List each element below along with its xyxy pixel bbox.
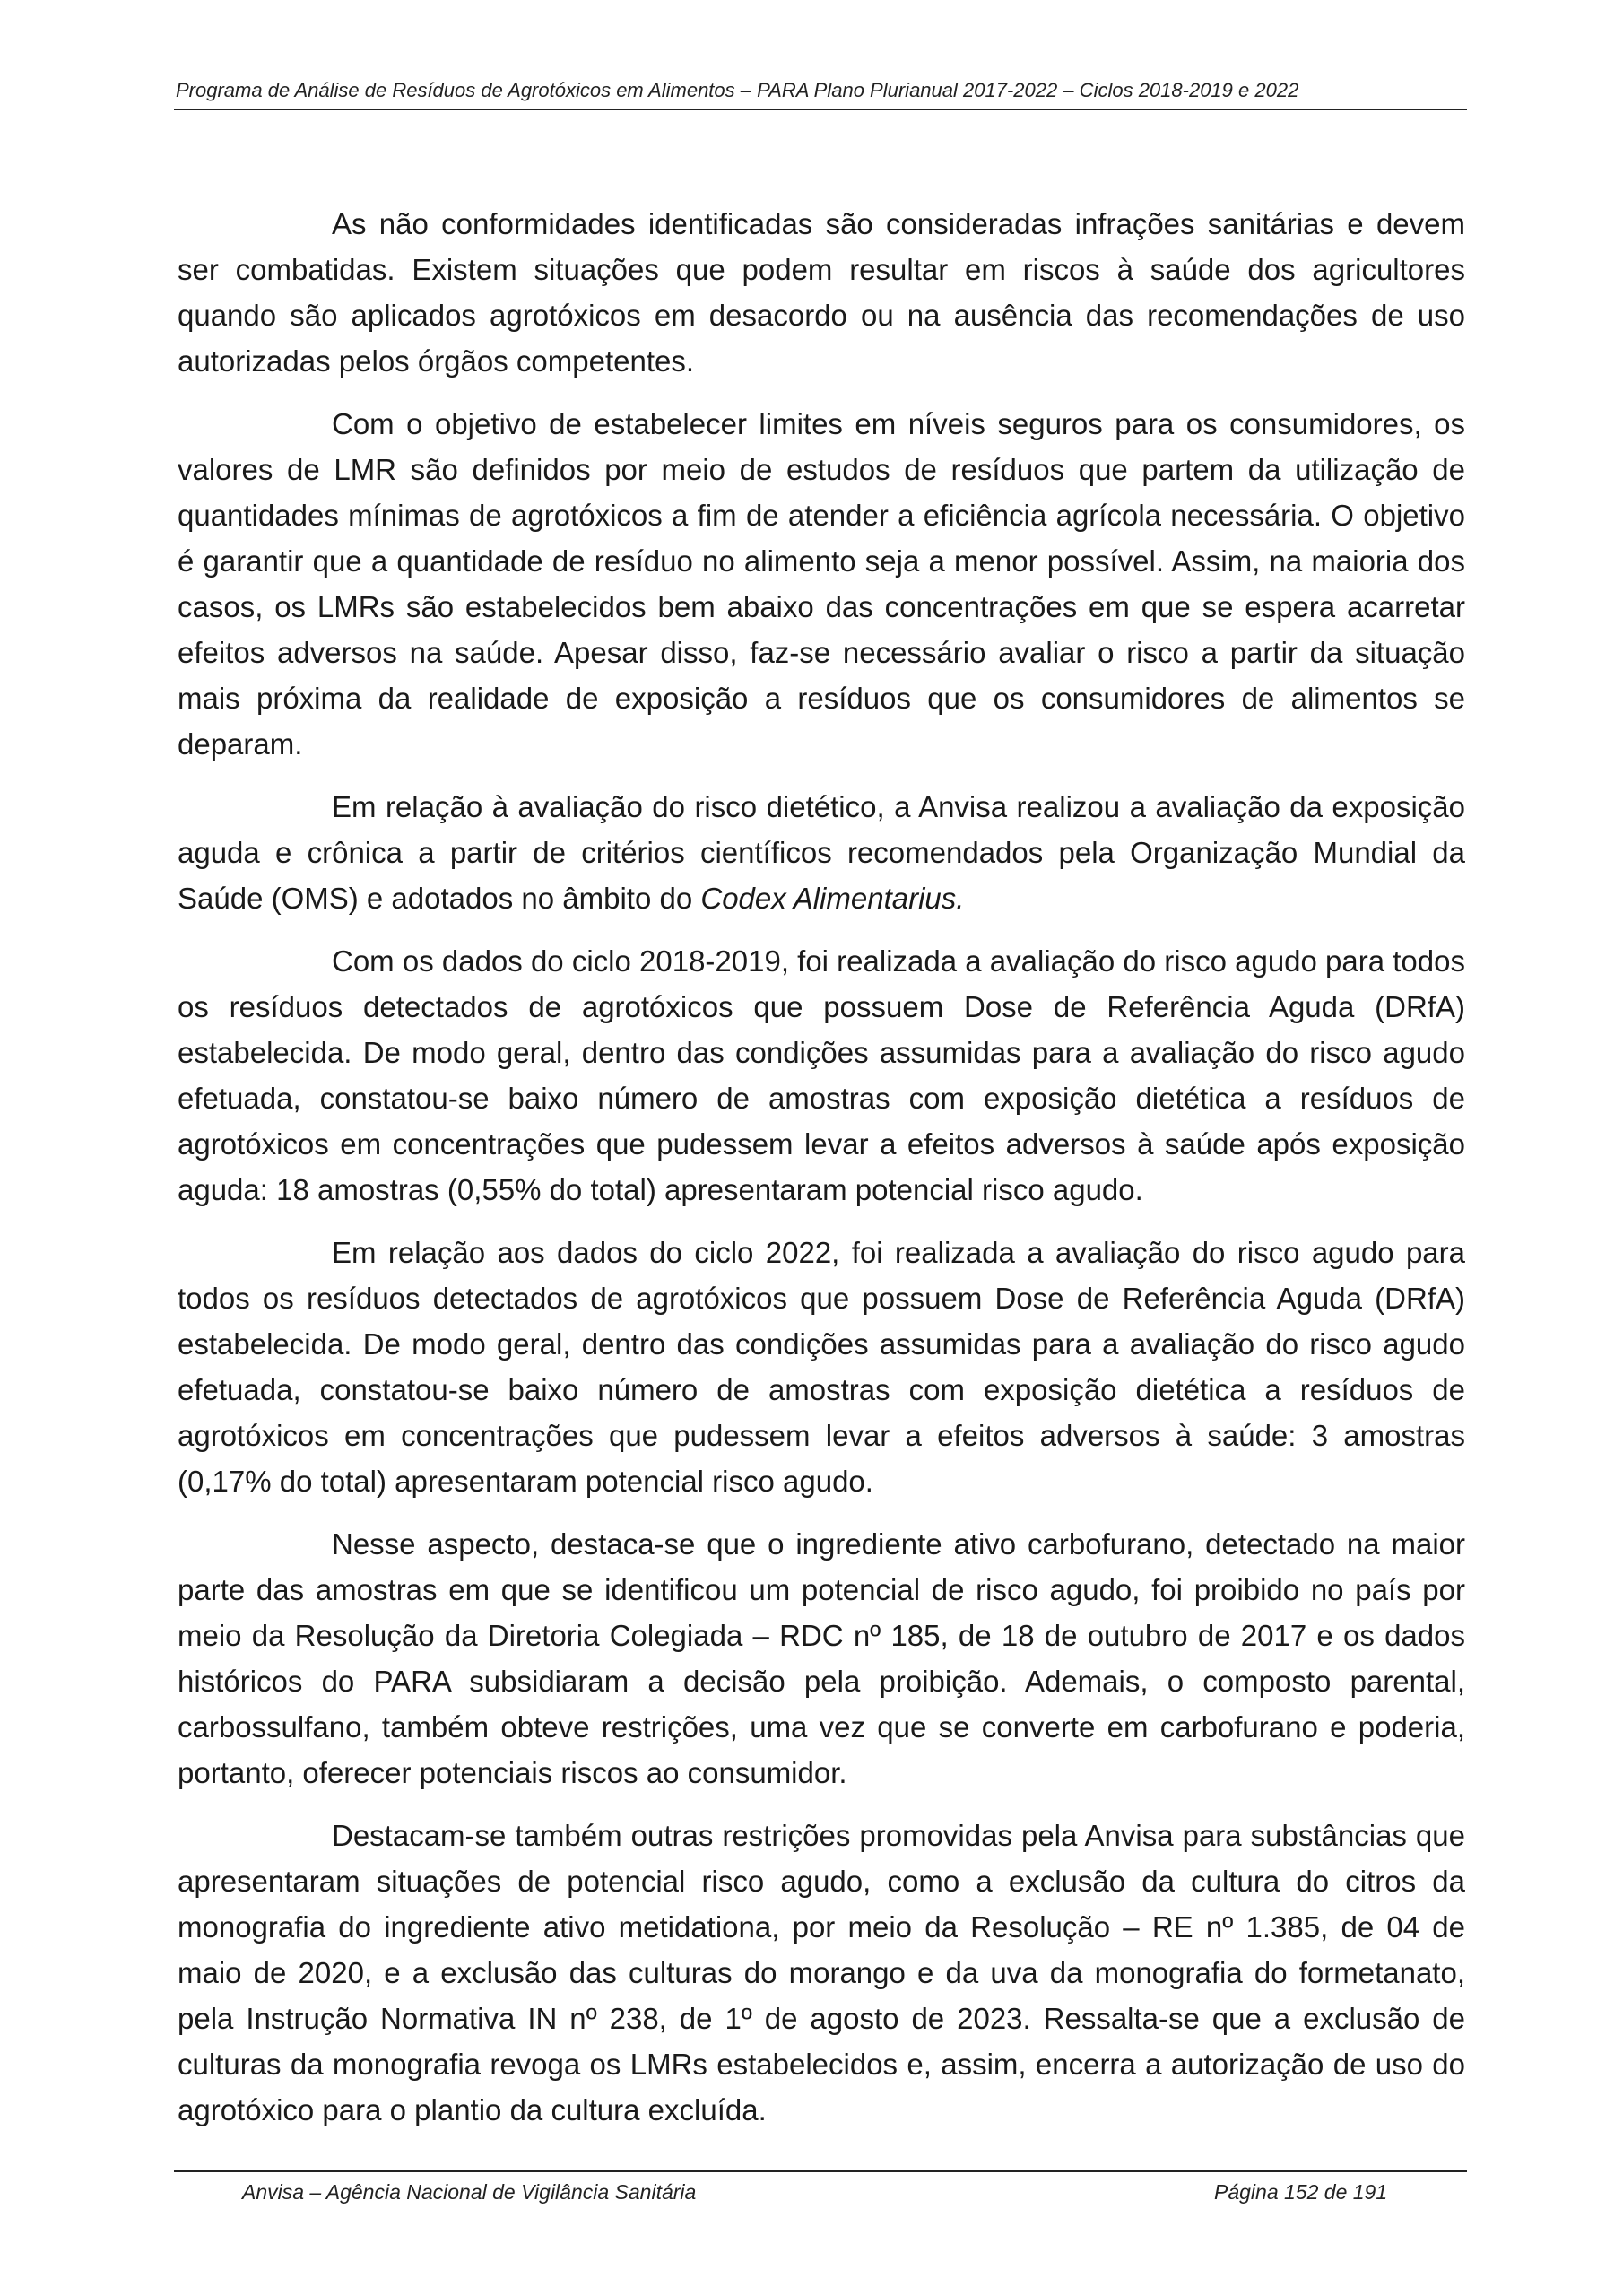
paragraph-cycle-2022: Em relação aos dados do ciclo 2022, foi realizada a avaliação do risco agudo para todos os resíduos detectados de agrotóxicos que possuem Dose de Referência Aguda (DRfA) estabelecida. De modo geral, dentro das condições assumidas para a avaliação do risco agudo efetuada, constatou-se baixo número de amostras com exposição dietética a resíduos de agrotóxicos em concentrações que pudessem levar a efeitos adversos à saúde: 3 amostras (0,17% do total) apresentaram potencial risco agudo. bbox=[178, 1236, 1465, 1498]
codex-alimentarius-term: Codex Alimentarius. bbox=[700, 882, 965, 915]
document-body bbox=[178, 201, 1465, 2150]
page-number: Página 152 de 191 bbox=[1214, 2180, 1388, 2204]
paragraph-cycle-2018-2019: Com os dados do ciclo 2018-2019, foi realizada a avaliação do risco agudo para todos os resíduos detectados de agrotóxicos que possuem Dose de Referência Aguda (DRfA) estabelecida. De modo geral, dentro das condições assumidas para a avaliação do risco agudo efetuada, constatou-se baixo número de amostras com exposição dietética a resíduos de agrotóxicos em concentrações que pudessem levar a efeitos adversos à saúde após exposição aguda: 18 amostras (0,55% do total) apresentaram potencial risco agudo. bbox=[178, 944, 1465, 1206]
paragraph-dietary-risk-text: Em relação à avaliação do risco dietético, a Anvisa realizou a avaliação da exposição aguda e crônica a partir de critérios científicos recomendados pela Organização Mundial da Saúde (OMS) e adotados no âmbito do bbox=[178, 790, 1465, 915]
paragraph-other-restrictions: Destacam-se também outras restrições promovidas pela Anvisa para substâncias que apresentaram situações de potencial risco agudo, como a exclusão da cultura do citros da monografia do ingrediente ativo metidationa, por meio da Resolução – RE nº 1.385, de 04 de maio de 2020, e a exclusão das culturas do morango e da uva da monografia do formetanato, pela Instrução Normativa IN nº 238, de 1º de agosto de 2023. Ressalta-se que a exclusão de culturas da monografia revoga os LMRs estabelecidos e, assim, encerra a autorização de uso do agrotóxico para o plantio da cultura excluída. bbox=[178, 1819, 1465, 2126]
footer-divider bbox=[174, 2170, 1467, 2172]
paragraph-dietary-risk bbox=[178, 784, 1465, 921]
footer-organization: Anvisa – Agência Nacional de Vigilância Sanitária bbox=[242, 2180, 697, 2204]
paragraph-lmr-definition: Com o objetivo de estabelecer limites em níveis seguros para os consumidores, os valores de LMR são definidos por meio de estudos de resíduos que partem da utilização de quantidades mínimas de agrotóxicos a fim de atender a eficiência agrícola necessária. O objetivo é garantir que a quantidade de resíduo no alimento seja a menor possível. Assim, na maioria dos casos, os LMRs são estabelecidos bem abaixo das concentrações em que se espera acarretar efeitos adversos na saúde. Apesar disso, faz-se necessário avaliar o risco a partir da situação mais próxima da realidade de exposição a resíduos que os consumidores de alimentos se deparam. bbox=[178, 407, 1465, 761]
header-divider bbox=[174, 109, 1467, 110]
paragraph-carbofuran: Nesse aspecto, destaca-se que o ingrediente ativo carbofurano, detectado na maior parte das amostras em que se identificou um potencial de risco agudo, foi proibido no país por meio da Resolução da Diretoria Colegiada – RDC nº 185, de 18 de outubro de 2017 e os dados históricos do PARA subsidiaram a decisão pela proibição. Ademais, o composto parental, carbossulfano, também obteve restrições, uma vez que se converte em carbofurano e poderia, portanto, oferecer potenciais riscos ao consumidor. bbox=[178, 1527, 1465, 1789]
running-header: Programa de Análise de Resíduos de Agrotóxicos em Alimentos – PARA Plano Plurianual 2017-2022 – Ciclos 2018-2019 e 2022 bbox=[176, 79, 1299, 101]
paragraph-non-conformities: As não conformidades identificadas são consideradas infrações sanitárias e devem ser combatidas. Existem situações que podem resultar em riscos à saúde dos agricultores quando são aplicados agrotóxicos em desacordo ou na ausência das recomendações de uso autorizadas pelos órgãos competentes. bbox=[178, 207, 1465, 378]
